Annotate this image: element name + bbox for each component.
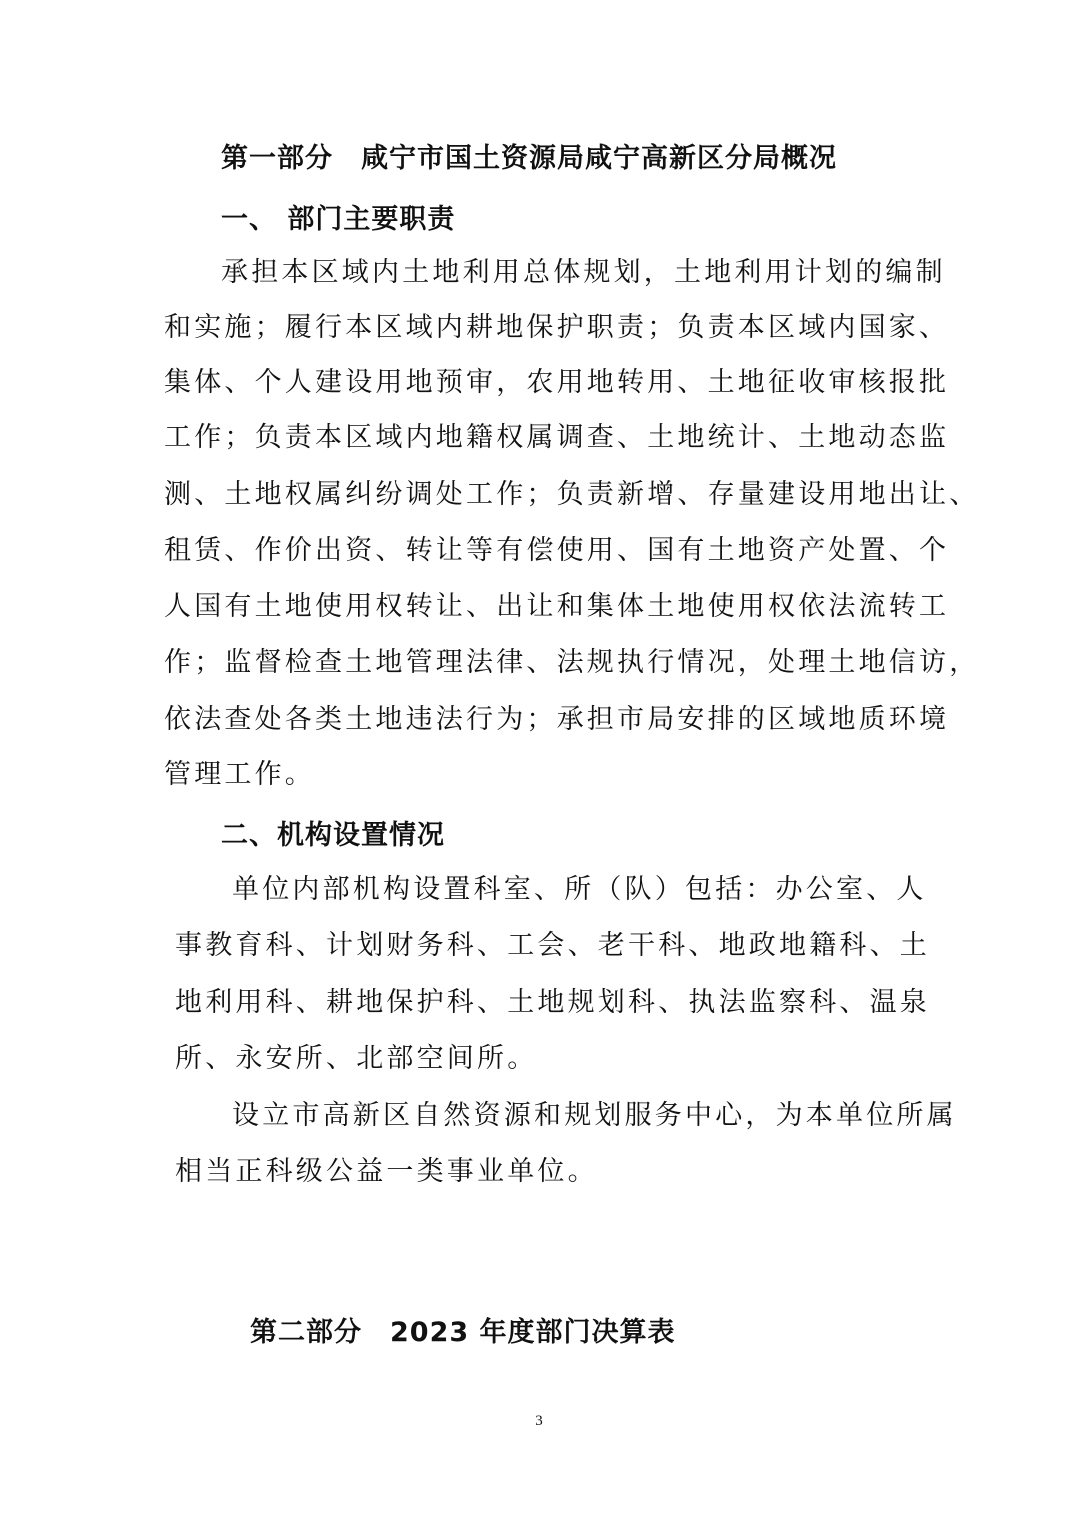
section1-line: 集体、个人建设用地预审，农用地转用、土地征收审核报批 [164,367,950,398]
section1-line: 作；监督检查土地管理法律、法规执行情况，处理土地信访， [164,647,980,678]
section2-line: 相当正科级公益一类事业单位。 [175,1156,598,1187]
section2-line: 设立市高新区自然资源和规划服务中心，为本单位所属 [232,1100,957,1131]
section1-line: 租赁、作价出资、转让等有偿使用、国有土地资产处置、个 [164,535,950,566]
page-number: 3 [535,1413,543,1429]
section1-line: 依法查处各类土地违法行为；承担市局安排的区域地质环境 [164,704,950,735]
section1-line: 管理工作。 [164,759,315,790]
section1-line: 承担本区域内土地利用总体规划，土地利用计划的编制 [221,257,946,288]
section2-line: 单位内部机构设置科室、所（队）包括：办公室、人 [232,874,927,905]
part2-title: 第二部分 2023 年度部门决算表 [250,1317,676,1348]
section2-line: 所、永安所、北部空间所。 [175,1043,538,1074]
section1-line: 工作；负责本区域内地籍权属调查、土地统计、土地动态监 [164,422,950,453]
part1-title: 第一部分 咸宁市国土资源局咸宁高新区分局概况 [221,143,837,174]
section2-line: 事教育科、计划财务科、工会、老干科、地政地籍科、土 [175,930,930,961]
section1-line: 测、土地权属纠纷调处工作；负责新增、存量建设用地出让、 [164,479,980,510]
section1-line: 和实施；履行本区域内耕地保护职责；负责本区域内国家、 [164,312,950,343]
section1-line: 人国有土地使用权转让、出让和集体土地使用权依法流转工 [164,591,950,622]
section1-heading: 一、 部门主要职责 [221,204,456,235]
section2-line: 地利用科、耕地保护科、土地规划科、执法监察科、温泉 [175,987,930,1018]
section2-heading: 二、机构设置情况 [221,820,445,851]
